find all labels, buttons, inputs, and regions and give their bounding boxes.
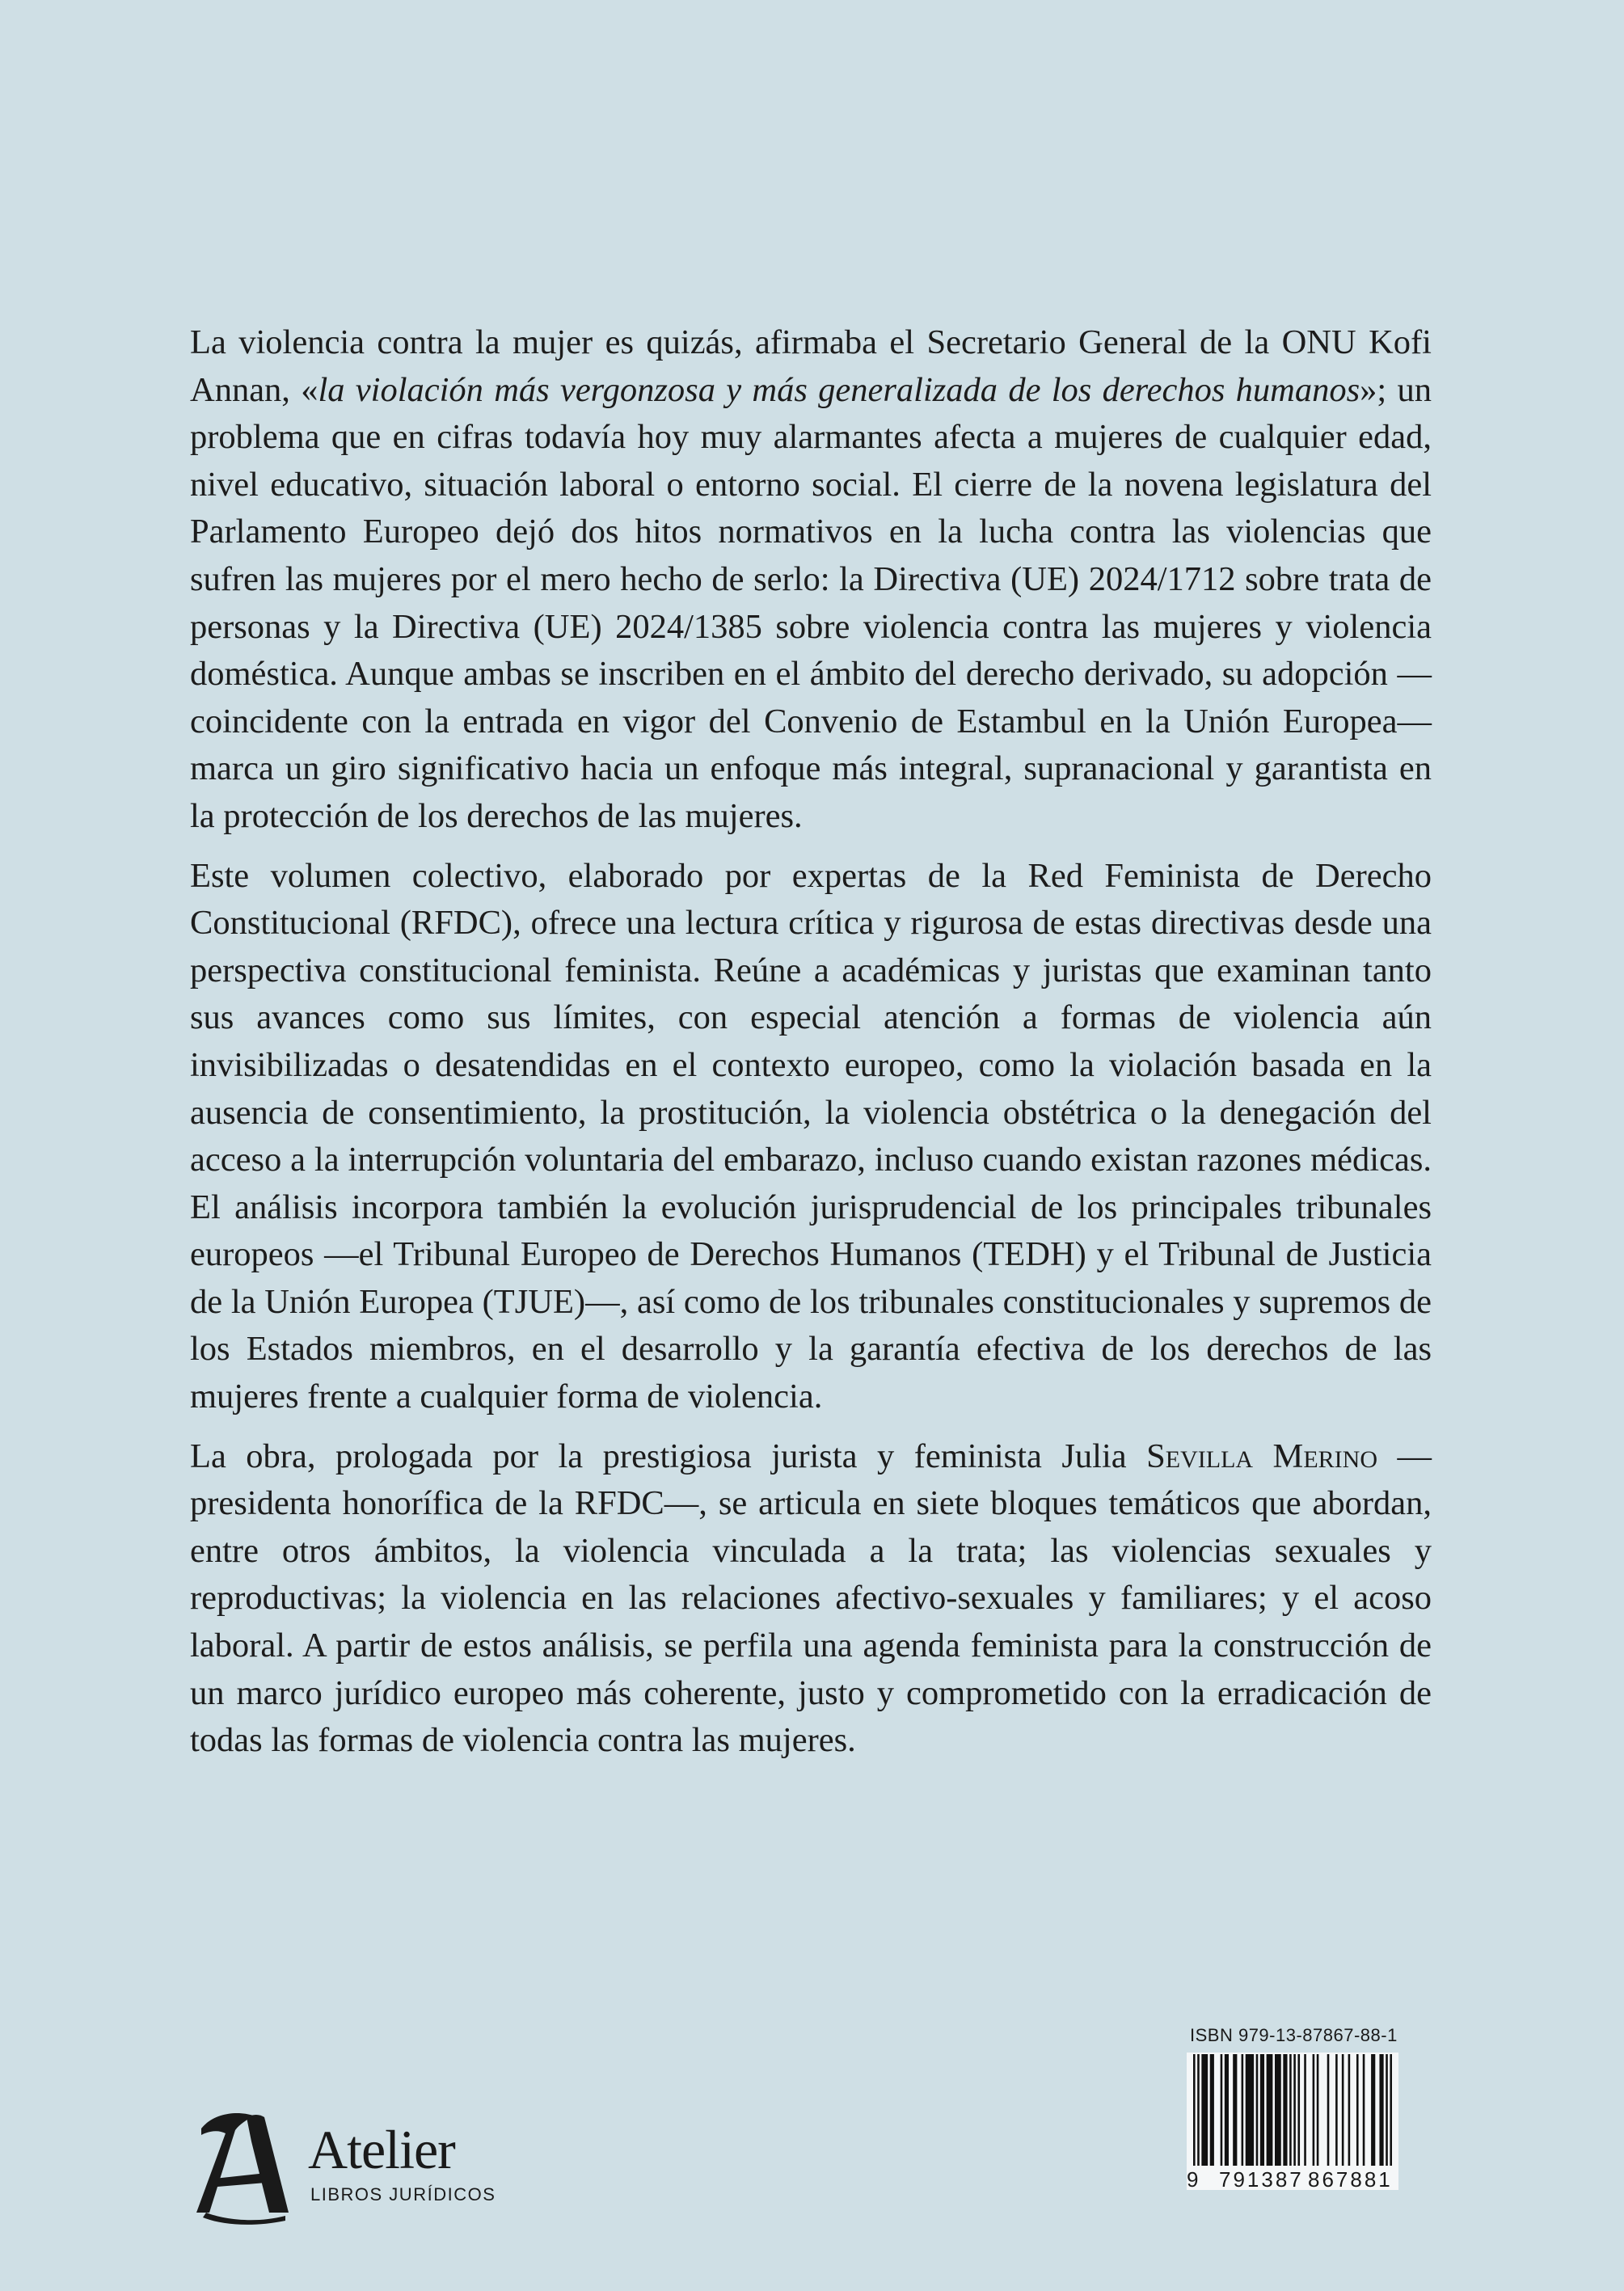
barcode-bar: [1275, 2054, 1281, 2166]
barcode-bar: [1386, 2054, 1388, 2166]
barcode-bar: [1297, 2054, 1300, 2166]
isbn-label: ISBN 979-13-87867-88-1: [1190, 2025, 1398, 2045]
barcode-lead-digit: 9: [1187, 2167, 1199, 2192]
barcode-bar: [1293, 2054, 1296, 2166]
blurb-p3-start: La obra, prologada por la prestigiosa jurista y feminista Julia: [190, 1437, 1147, 1475]
barcode-bar: [1193, 2054, 1196, 2166]
barcode-bar: [1210, 2054, 1214, 2166]
barcode-bar: [1225, 2054, 1229, 2166]
annan-quote: la violación más vergonzosa y más generalizada de los derechos humanos: [318, 370, 1360, 409]
barcode-bar: [1197, 2054, 1200, 2166]
barcode-bar: [1233, 2054, 1237, 2166]
barcode-right-digits: 867881: [1308, 2167, 1393, 2192]
atelier-monogram-icon: [190, 2106, 295, 2227]
blurb-p1-end: »; un problema que en cifras todavía hoy muy alarmantes afecta a mujeres de cualquier edad, nivel educativo, situación laboral o entorno social. El cierre de la novena legislatura del Parlamento Europeo dejó dos hitos normativos en la lucha contra las violencias que sufren las mujeres por el mero hecho de serlo: la Directiva (UE) 2024/1712 sobre trata de personas y la Directiva (UE) 2024/1385 sobre violencia contra las mujeres y violencia doméstica. Aunque ambas se inscriben en el ámbito del derecho derivado, su adopción —coincidente con la entrada en vigor del Convenio de Estambul en la Unión Europea— marca un giro significativo hacia un enfoque más integral, supranacional y garantista en la protección de los derechos de las mujeres.: [190, 370, 1432, 835]
barcode-left-digits: 791387: [1219, 2167, 1304, 2192]
blurb-p3-end: —presidenta honorífica de la RFDC—, se articula en siete bloques temáticos que abordan, entre otros ámbitos, la violencia vinculada a la trata; las violencias sexuales y reproductivas; la violencia en las relaciones afectivo-sexuales y familiares; y el acoso laboral. A partir de estos análisis, se perfila una agenda feminista para la construcción de un marco jurídico europeo más coherente, justo y comprometido con la erradicación de todas las formas de violencia contra las mujeres.: [190, 1437, 1432, 1760]
barcode-bar: [1356, 2054, 1359, 2166]
back-cover-blurb: [190, 319, 1432, 1777]
publisher-logo: [190, 2106, 529, 2227]
barcode-bars-icon: [1193, 2054, 1392, 2175]
prologue-author-surname: Sevilla Merino: [1146, 1437, 1378, 1475]
publisher-name: Atelier: [308, 2119, 455, 2180]
barcode-bar: [1327, 2054, 1330, 2166]
barcode-bar: [1242, 2054, 1244, 2166]
barcode-bar: [1390, 2054, 1392, 2166]
barcode-bar: [1363, 2054, 1365, 2166]
barcode-bar: [1289, 2054, 1292, 2166]
barcode-bar: [1304, 2054, 1306, 2166]
blurb-paragraph-3: [190, 1433, 1432, 1765]
barcode: [1187, 2053, 1398, 2190]
barcode-bar: [1379, 2054, 1383, 2166]
barcode-bar: [1267, 2054, 1273, 2166]
blurb-paragraph-1: [190, 319, 1432, 841]
publisher-subtitle: LIBROS JURÍDICOS: [310, 2184, 496, 2205]
barcode-bar: [1348, 2054, 1351, 2166]
blurb-p1-start: La violencia contra la mujer es quizás, afirmaba el Secretario General de la ONU Kofi Annan, «: [190, 323, 1432, 409]
barcode-bar: [1371, 2054, 1375, 2166]
barcode-bar: [1342, 2054, 1344, 2166]
barcode-bar: [1335, 2054, 1338, 2166]
barcode-bar: [1201, 2054, 1208, 2166]
blurb-paragraph-2: Este volumen colectivo, elaborado por expertas de la Red Feminista de Derecho Constitucional (RFDC), ofrece una lectura crítica y rigurosa de estas directivas desde una perspectiva constitucional feminista. Reúne a académicas y juristas que examinan tanto sus avances como sus límites, con especial atención a formas de violencia aún invisibilizadas o desatendidas en el contexto europeo, como la violación basada en la ausencia de consentimiento, la prostitución, la violencia obstétrica o la denegación del acceso a la interrupción voluntaria del embarazo, incluso cuando existan razones médicas. El análisis incorpora también la evolución jurisprudencial de los principales tribunales europeos —el Tribunal Europeo de Derechos Humanos (TEDH) y el Tribunal de Justicia de la Unión Europea (TJUE)—, así como de los tribunales constitucionales y supremos de los Estados miembros, en el desarrollo y la garantía efectiva de los derechos de las mujeres frente a cualquier forma de violencia.: [190, 856, 1432, 1416]
barcode-bar: [1317, 2054, 1319, 2166]
barcode-bar: [1283, 2054, 1287, 2166]
barcode-bar: [1221, 2054, 1223, 2166]
barcode-bar: [1313, 2054, 1315, 2166]
barcode-bar: [1256, 2054, 1259, 2166]
isbn-barcode-block: [1187, 2025, 1405, 2190]
barcode-bar: [1260, 2054, 1264, 2166]
barcode-bar: [1246, 2054, 1254, 2166]
